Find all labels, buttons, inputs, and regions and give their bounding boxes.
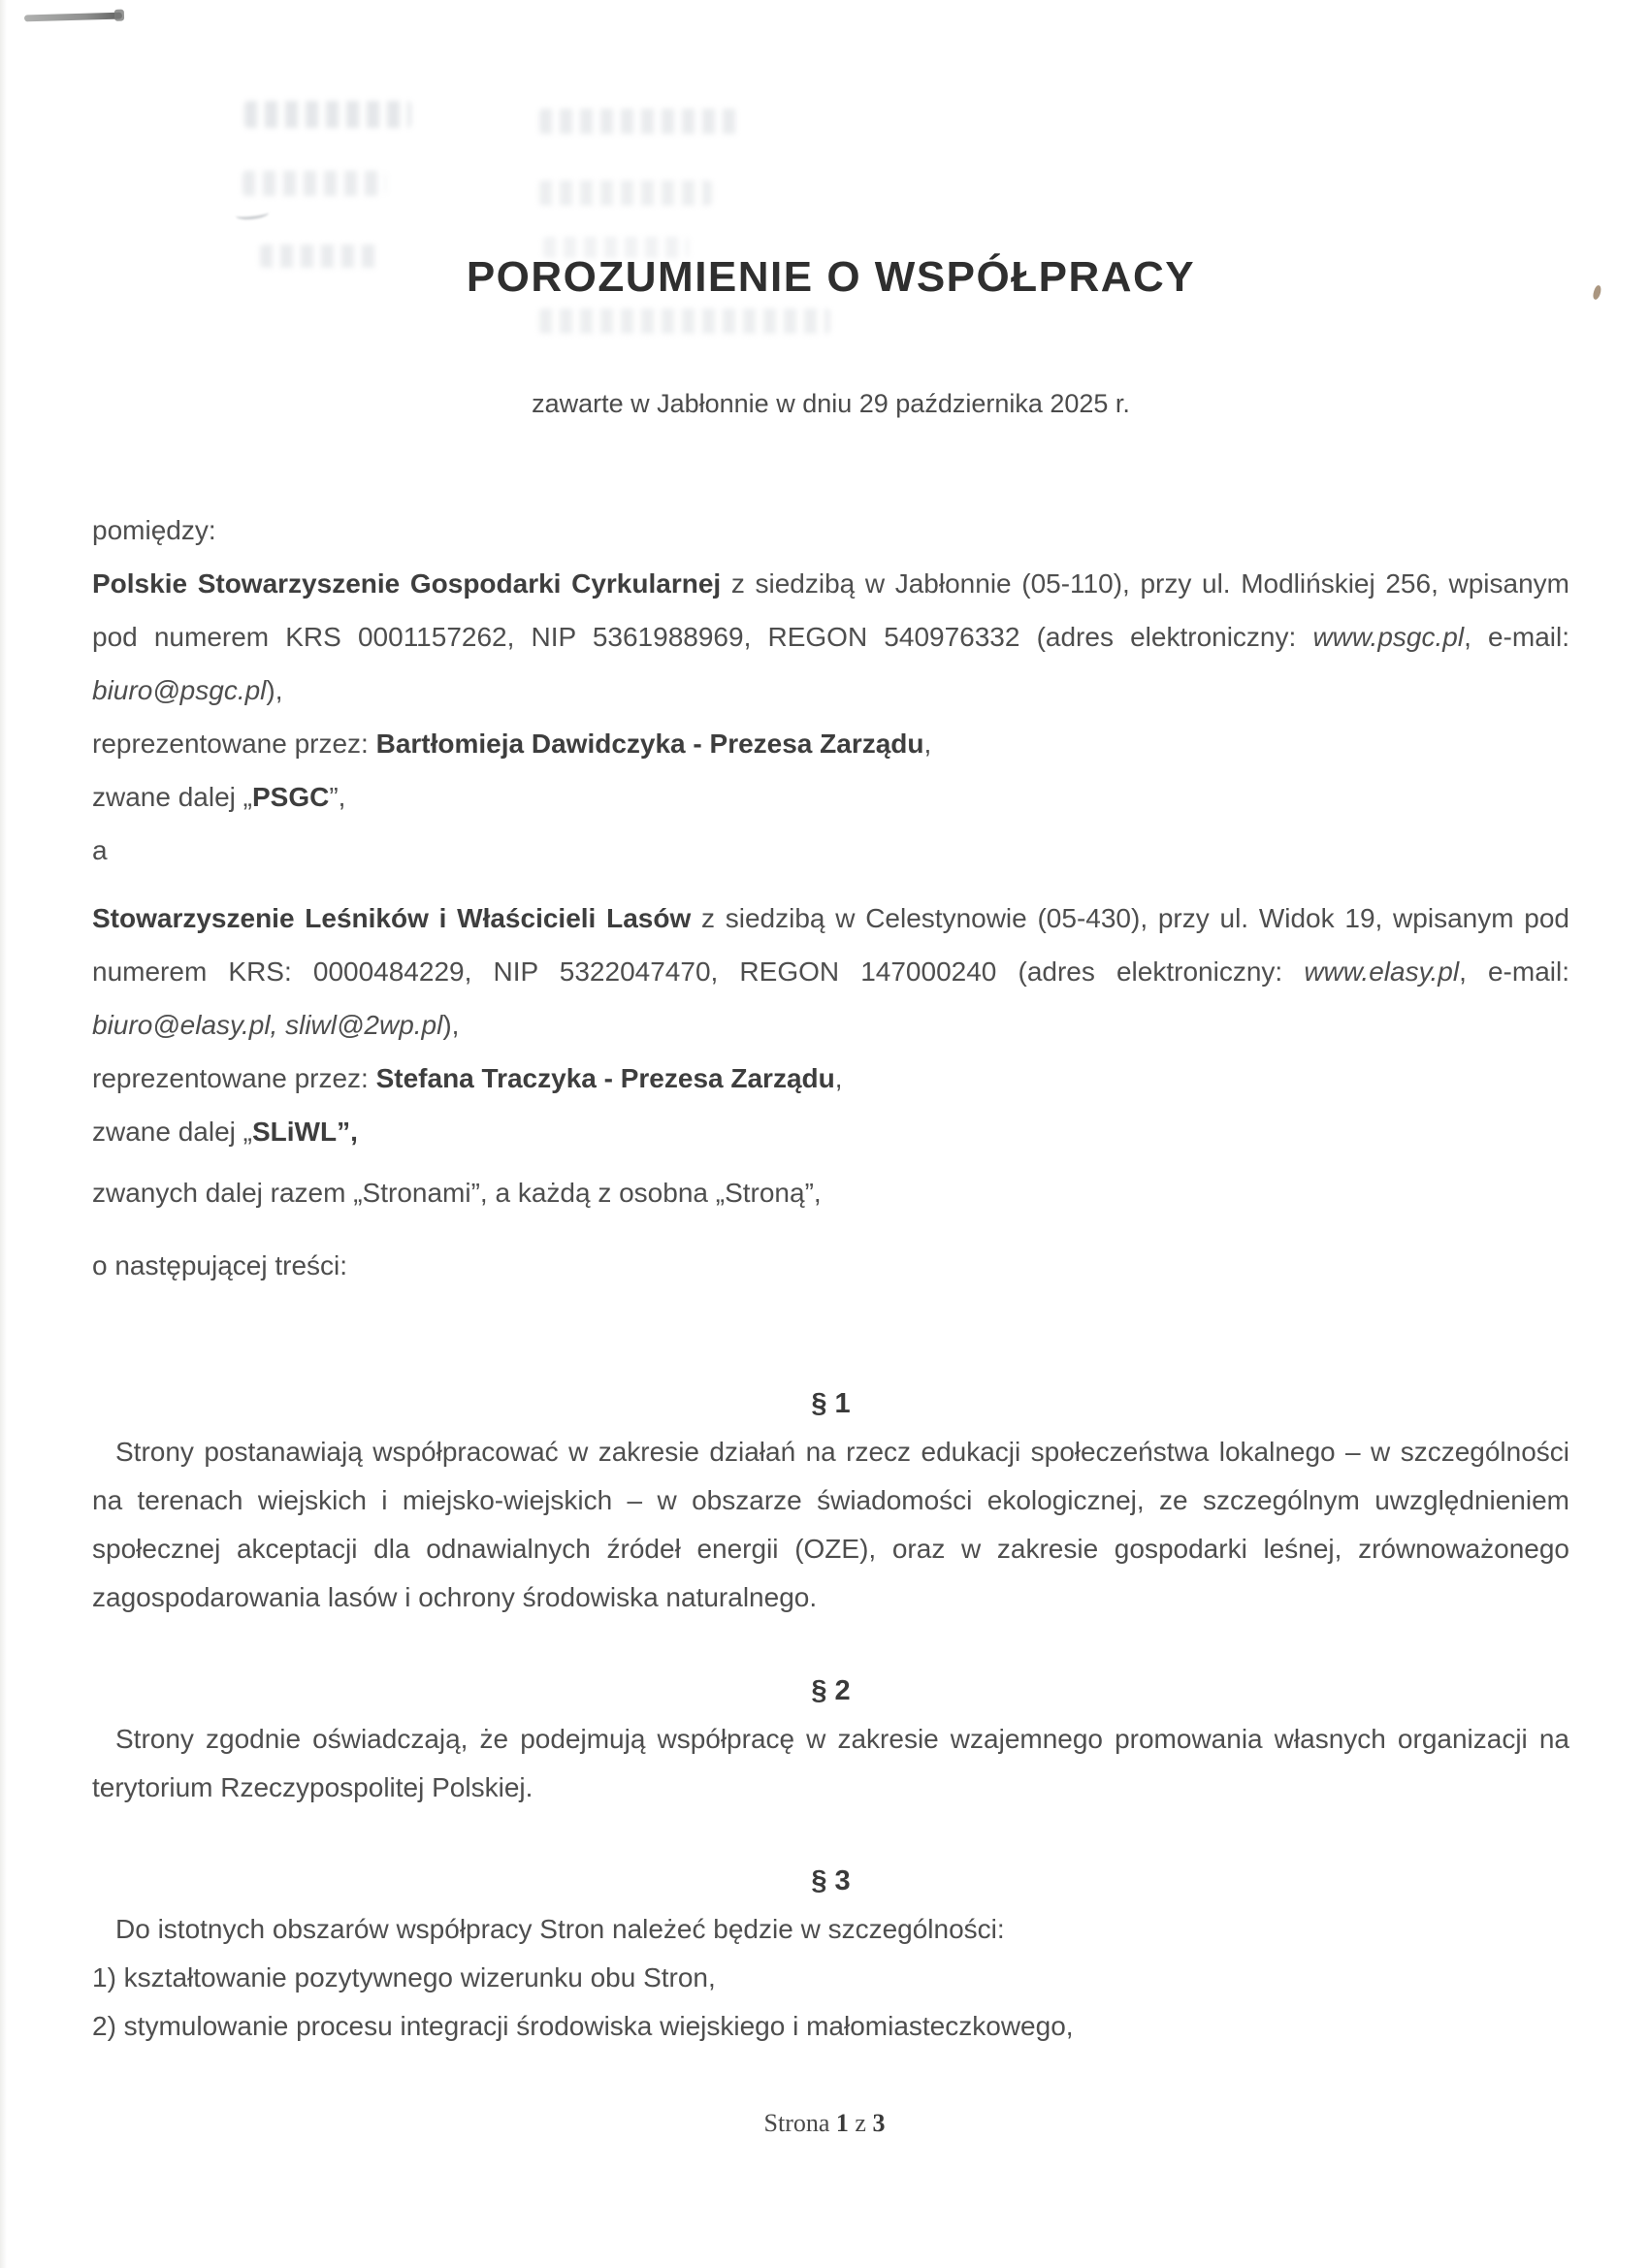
document-title: POROZUMIENIE O WSPÓŁPRACY xyxy=(466,253,1196,301)
party2-alias xyxy=(92,1105,1569,1158)
party1-alias-close: ”, xyxy=(329,782,346,812)
party2-rep-close: , xyxy=(834,1063,843,1093)
page-number-label: Strona xyxy=(763,2109,830,2137)
party2-representative xyxy=(92,1052,1569,1105)
party2-description xyxy=(92,891,1569,1052)
content-intro: o następującej treści: xyxy=(92,1250,348,1280)
scan-speck xyxy=(1592,284,1602,300)
party1-alias-label: zwane dalej „ xyxy=(92,782,252,812)
page-number xyxy=(0,2109,1649,2138)
page-number-total: 3 xyxy=(872,2109,886,2137)
between-label: pomiędzy: xyxy=(92,515,216,545)
section-2-body: Strony zgodnie oświadczają, że podejmują współpracę w zakresie wzajemnego promowania własnych organizacji na terytorium Rzeczypospolitej Polskiej. xyxy=(92,1724,1569,1802)
section-3-item: 1) kształtowanie pozytywnego wizerunku obu Stron, xyxy=(92,1962,716,1993)
party2-alias-name: SLiWL xyxy=(251,1117,338,1147)
party1-email: biuro@psgc.pl xyxy=(92,675,267,705)
party2-alias-label: zwane dalej „ xyxy=(92,1117,252,1147)
party2-details: z siedzibą w Celestynowie (05-430), przy ul. Widok 19, wpisanym pod numerem KRS: 0000484229, NIP 5322047470, REGON 147000240 (adres elektroniczny: xyxy=(92,903,1570,987)
page-number-of: z xyxy=(855,2109,866,2137)
page-number-current: 1 xyxy=(835,2109,849,2137)
scan-bleed-through xyxy=(539,308,830,334)
scan-artifact-line xyxy=(24,13,122,22)
party1-rep-name: Bartłomieja Dawidczyka - Prezesa Zarządu xyxy=(375,729,924,759)
scan-bleed-through xyxy=(539,109,741,134)
party1-name: Polskie Stowarzyszenie Gospodarki Cyrkularnej xyxy=(92,568,722,599)
section-3-item: 2) stymulowanie procesu integracji środowiska wiejskiego i małomiasteczkowego, xyxy=(92,2011,1074,2041)
connector-a: a xyxy=(92,835,108,865)
scan-bleed-through xyxy=(260,244,382,268)
party1-rep-close: , xyxy=(923,729,932,759)
scan-bleed-through xyxy=(242,171,386,196)
party1-website: www.psgc.pl xyxy=(1312,622,1465,652)
party1-rep-label: reprezentowane przez: xyxy=(92,729,376,759)
party2-email-label: , e-mail: xyxy=(1459,956,1569,987)
scan-bleed-through xyxy=(543,237,689,258)
party2-website: www.elasy.pl xyxy=(1304,956,1460,987)
party2-email: biuro@elasy.pl, sliwl@2wp.pl xyxy=(92,1010,443,1040)
party1-close: ), xyxy=(266,675,283,705)
section-1-body: Strony postanawiają współpracować w zakresie działań na rzecz edukacji społeczeństwa lokalnego – w szczególności na terenach wiejskich i miejsko-wiejskich – w obszarze świadomości ekologicznej, ze szczególnym uwzględnieniem społecznej akceptacji dla odnawialnych źródeł energii (OZE), oraz w zakresie gospodarki leśnej, zrównoważonego zagospodarowania lasów i ochrony środowiska naturalnego. xyxy=(92,1437,1569,1612)
section-2-heading: § 2 xyxy=(811,1675,851,1706)
party2-name: Stowarzyszenie Leśników i Właścicieli Lasów xyxy=(92,903,692,933)
section-3-intro: Do istotnych obszarów współpracy Stron należeć będzie w szczególności: xyxy=(115,1914,1005,1944)
party2-rep-label: reprezentowane przez: xyxy=(92,1063,376,1093)
document-subtitle: zawarte w Jabłonnie w dniu 29 października 2025 r. xyxy=(532,389,1130,418)
party2-close: ), xyxy=(442,1010,460,1040)
party2-alias-close: ”, xyxy=(337,1117,358,1147)
party1-representative xyxy=(92,717,1569,770)
party1-description xyxy=(92,557,1569,717)
party1-details: z siedzibą w Jabłonnie (05-110), przy ul. Modlińskiej 256, wpisanym pod numerem KRS 0001157262, NIP 5361988969, REGON 540976332 (adres elektroniczny: xyxy=(92,568,1569,652)
joint-naming: zwanych dalej razem „Stronami”, a każdą z osobna „Stroną”, xyxy=(92,1178,822,1208)
scan-bleed-through xyxy=(539,180,712,206)
section-3-heading: § 3 xyxy=(811,1865,851,1896)
party2-rep-name: Stefana Traczyka - Prezesa Zarządu xyxy=(375,1063,835,1093)
scan-pencil-mark xyxy=(236,208,270,220)
party1-email-label: , e-mail: xyxy=(1464,622,1569,652)
party1-alias-name: PSGC xyxy=(251,782,330,812)
section-1-heading: § 1 xyxy=(811,1388,851,1419)
scan-bleed-through xyxy=(244,101,411,128)
party1-alias xyxy=(92,770,1569,824)
